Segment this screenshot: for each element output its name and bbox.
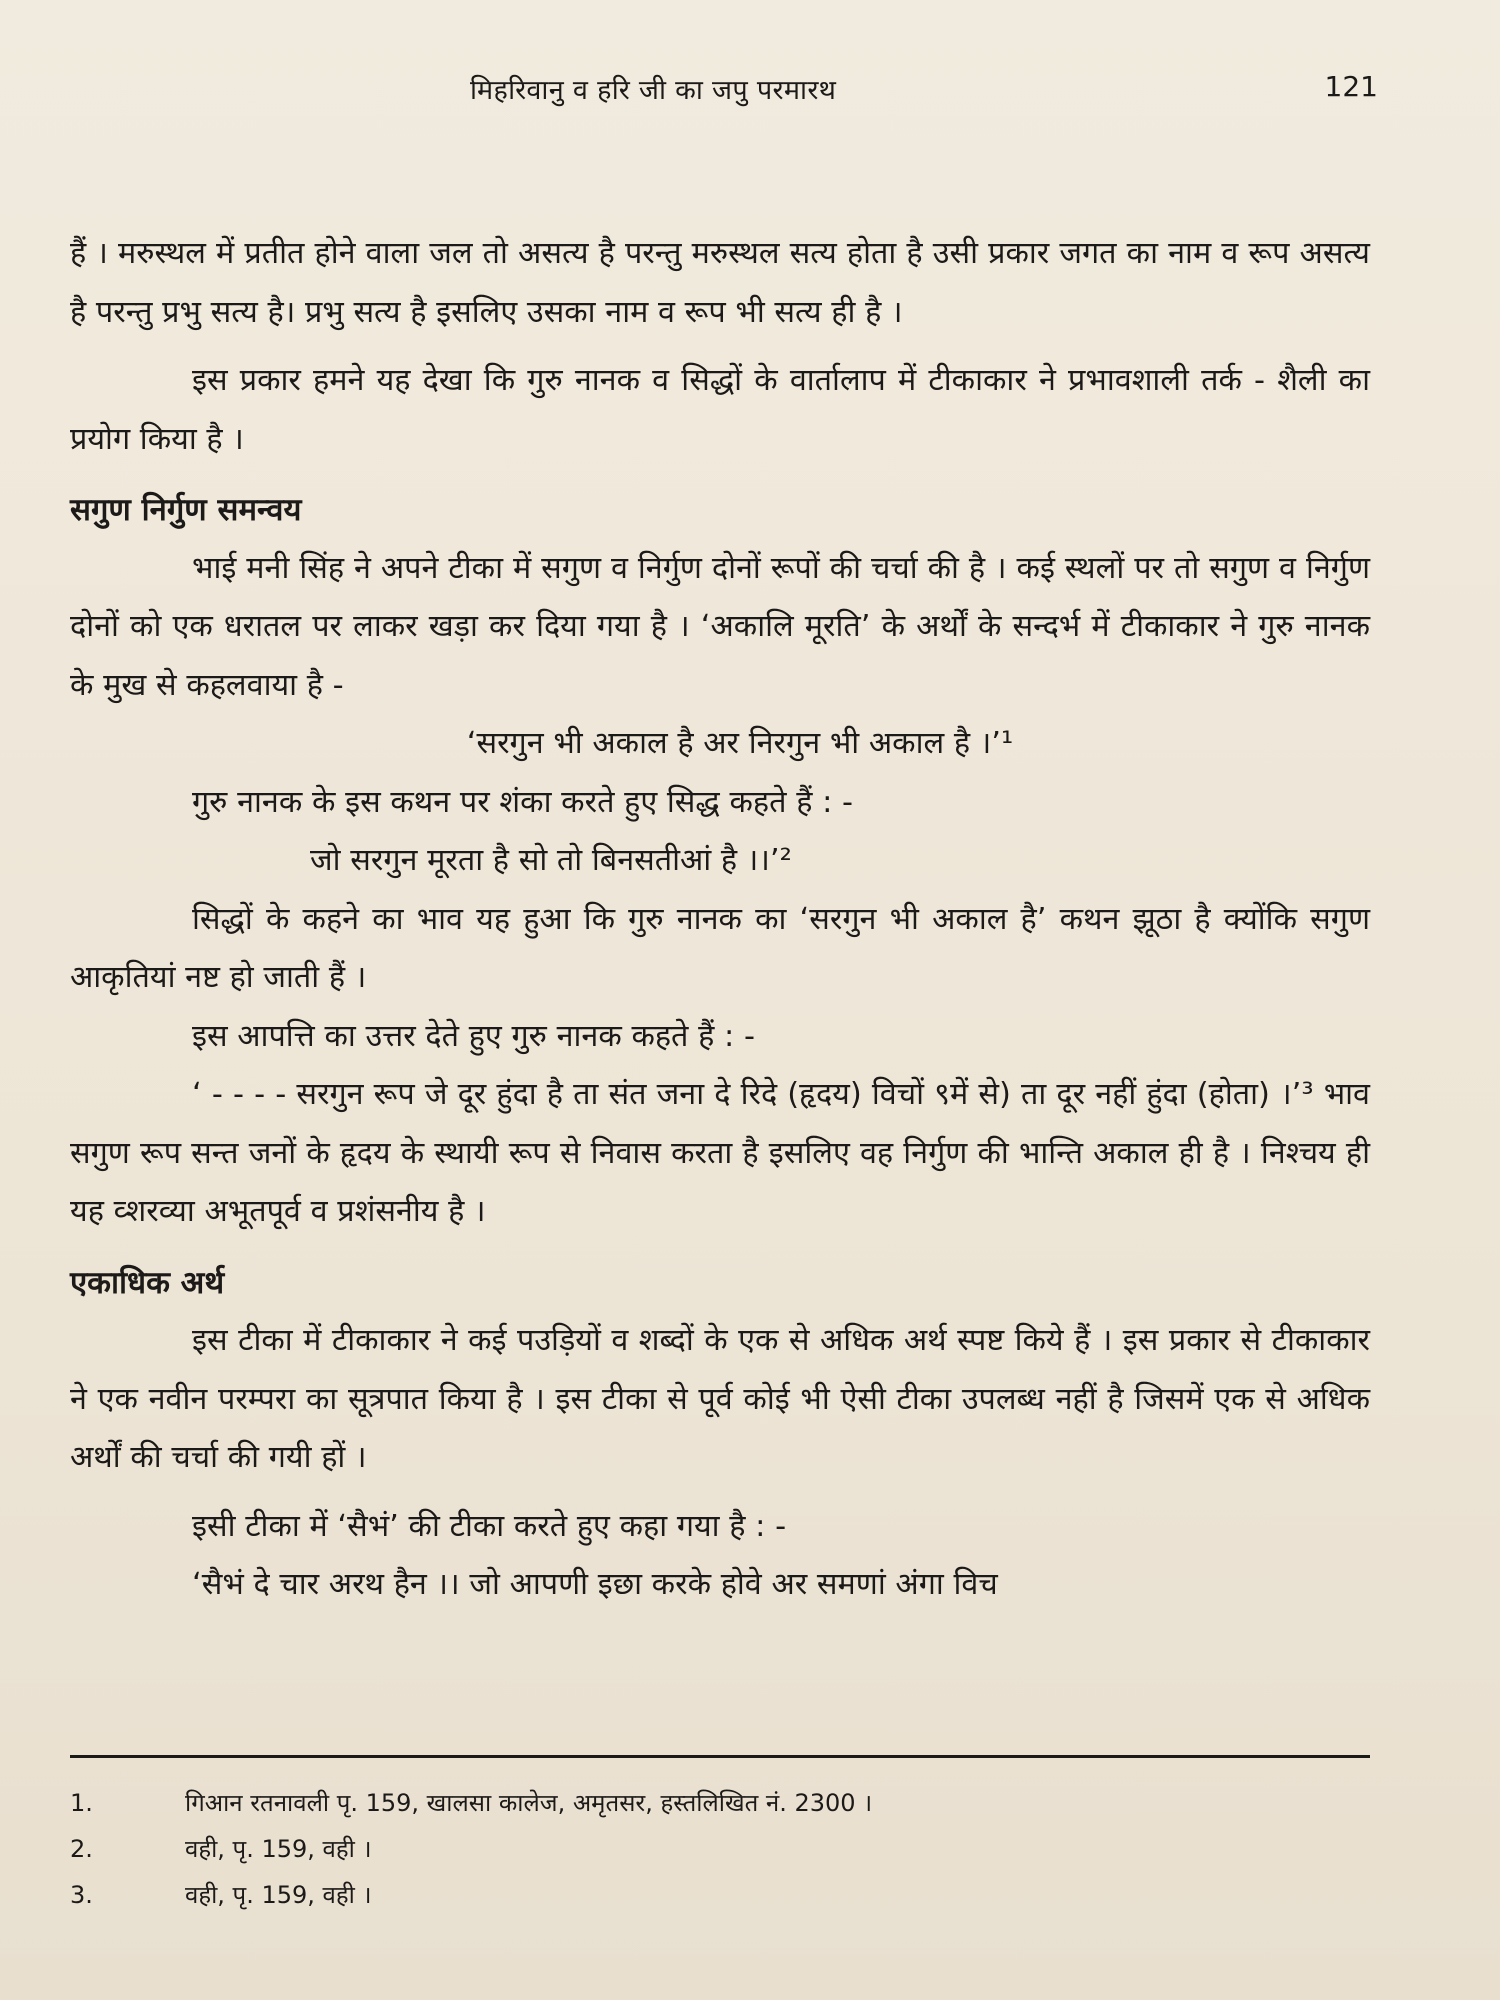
- page-header: [0, 70, 1500, 110]
- paragraph: गुरु नानक के इस कथन पर शंका करते हुए सिद्ध कहते हैं : -: [192, 784, 854, 820]
- body-text: [70, 225, 1370, 1615]
- footnotes: [70, 1755, 1370, 1918]
- footnote-number: 3.: [70, 1881, 93, 1909]
- page-number: 121: [1324, 70, 1378, 103]
- running-title: मिहरिवानु व हरि जी का जपु परमारथ: [470, 75, 837, 106]
- section-heading: सगुण निर्गुण समन्वय: [70, 492, 302, 528]
- paragraph: भाई मनी सिंह ने अपने टीका में सगुण व निर्गुण दोनों रूपों की चर्चा की है । कई स्थलों पर तो सगुण व निर्गुण दोनों को एक धरातल पर लाकर खड़ा कर दिया गया है । ‘अकालि मूरति’ के अर्थों के सन्दर्भ में टीकाकार ने गुरु नानक के मुख से कहलवाया है -: [70, 550, 1370, 703]
- paragraph: हैं । मरुस्थल में प्रतीत होने वाला जल तो असत्य है परन्तु मरुस्थल सत्य होता है उसी प्रकार जगत का नाम व रूप असत्य है परन्तु प्रभु सत्य है। प्रभु सत्य है इसलिए उसका नाम व रूप भी सत्य ही है ।: [70, 236, 1370, 330]
- section-heading: एकाधिक अर्थ: [70, 1264, 225, 1301]
- footnote-text: वही, पृ. 159, वही ।: [185, 1881, 372, 1909]
- footnote-rule: [70, 1755, 1370, 1758]
- quotation: जो सरगुन मूरता है सो तो बिनसतीआं है ।।’²: [310, 843, 792, 878]
- paragraph: इस टीका में टीकाकार ने कई पउड़ियों व शब्दों के एक से अधिक अर्थ स्पष्ट किये हैं । इस प्रकार से टीकाकार ने एक नवीन परम्परा का सूत्रपात किया है । इस टीका से पूर्व कोई भी ऐसी टीका उपलब्ध नहीं है जिसमें एक से अधिक अर्थों की चर्चा की गयी हों ।: [70, 1323, 1370, 1475]
- footnote: [70, 1872, 1370, 1918]
- footnote-text: गिआन रतनावली पृ. 159, खालसा कालेज, अमृतसर, हस्तलिखित नं. 2300 ।: [185, 1789, 873, 1817]
- paragraph: ‘ - - - - सरगुन रूप जे दूर हुंदा है ता संत जना दे रिदे (हृदय) विचों ९में से) ता दूर नहीं हुंदा (होता) ।’³ भाव सगुण रूप सन्त जनों के हृदय के स्थायी रूप से निवास करता है इसलिए वह निर्गुण की भान्ति अकाल ही है । निश्चय ही यह व्शरव्या अभूतपूर्व व प्रशंसनीय है ।: [70, 1077, 1370, 1229]
- quotation: ‘सरगुन भी अकाल है अर निरगुन भी अकाल है ।’¹: [466, 726, 1014, 761]
- footnote-number: 1.: [70, 1789, 93, 1817]
- paragraph: इस आपत्ति का उत्तर देते हुए गुरु नानक कहते हैं : -: [192, 1018, 756, 1054]
- paragraph: इसी टीका में ‘सैभं’ की टीका करते हुए कहा गया है : -: [192, 1508, 787, 1544]
- paragraph: सिद्धों के कहने का भाव यह हुआ कि गुरु नानक का ‘सरगुन भी अकाल है’ कथन झूठा है क्योंकि सगुण आकृतियां नष्ट हो जाती हैं ।: [70, 901, 1370, 995]
- footnote: [70, 1780, 1370, 1826]
- footnote-number: 2.: [70, 1835, 93, 1863]
- paragraph: इस प्रकार हमने यह देखा कि गुरु नानक व सिद्धों के वार्तालाप में टीकाकार ने प्रभावशाली तर्क - शैली का प्रयोग किया है ।: [70, 363, 1370, 457]
- footnote-text: वही, पृ. 159, वही ।: [185, 1835, 372, 1863]
- footnote: [70, 1826, 1370, 1872]
- paragraph: ‘सैभं दे चार अरथ हैन ।। जो आपणी इछा करके होवे अर समणां अंगा विच: [192, 1567, 998, 1602]
